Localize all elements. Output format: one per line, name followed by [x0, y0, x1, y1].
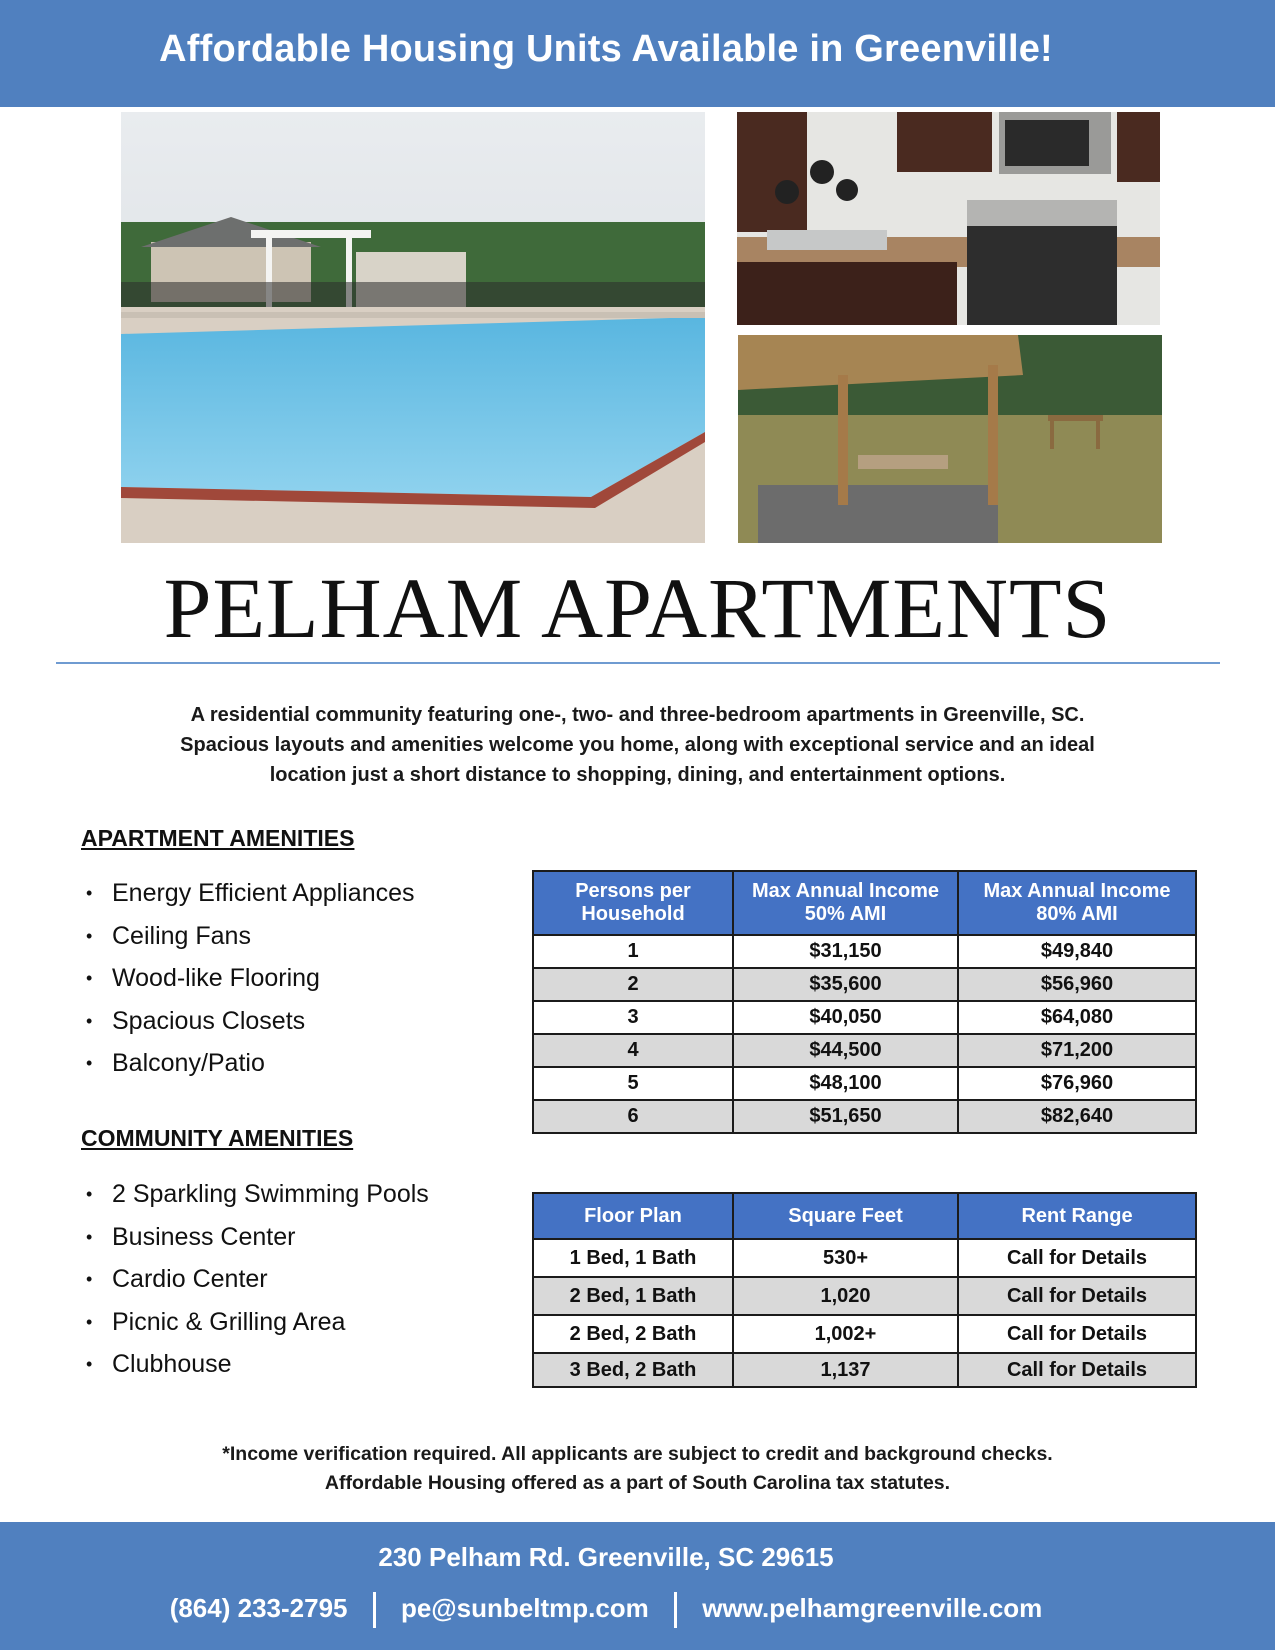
table-cell: $31,150: [733, 935, 958, 968]
divider: [373, 1592, 376, 1628]
amenity-label: Wood-like Flooring: [112, 964, 320, 992]
amenity-label: Business Center: [112, 1222, 296, 1251]
table-row: [533, 1239, 1196, 1277]
table-cell: Call for Details: [958, 1277, 1196, 1315]
table-cell: $82,640: [958, 1100, 1196, 1133]
table-cell: 5: [533, 1067, 733, 1100]
floor-plans-table: [532, 1192, 1197, 1388]
bullet-icon: •: [86, 968, 93, 988]
intro-paragraph: [100, 700, 1175, 790]
table-cell: $35,600: [733, 968, 958, 1001]
list-item: [81, 1173, 429, 1216]
list-item: [81, 1042, 415, 1085]
amenity-label: Spacious Closets: [112, 1006, 306, 1035]
apartment-amenities-heading: APARTMENT AMENITIES: [81, 825, 355, 851]
list-item: [81, 1258, 429, 1301]
table-row: [533, 968, 1196, 1001]
table-row: [533, 1034, 1196, 1067]
list-item: [81, 1000, 415, 1043]
table-header-row: [533, 1193, 1196, 1239]
column-header: Rent Range: [958, 1193, 1196, 1239]
phone-number[interactable]: (864) 233-2795: [169, 1592, 348, 1623]
amenity-label: Energy Efficient Appliances: [112, 879, 415, 907]
pool-photo: [121, 112, 705, 543]
list-item: [81, 1216, 429, 1259]
top-banner: [0, 0, 1275, 107]
amenity-label: Cardio Center: [112, 1265, 268, 1293]
intro-line: Spacious layouts and amenities welcome you home, along with exceptional service and an ideal: [180, 734, 1095, 756]
footer-address: 230 Pelham Rd. Greenville, SC 29615: [378, 1542, 834, 1572]
intro-line: location just a short distance to shopping, dining, and entertainment options.: [269, 764, 1006, 786]
table-cell: $76,960: [958, 1067, 1196, 1100]
table-cell: $40,050: [733, 1001, 958, 1034]
table-cell: 2 Bed, 2 Bath: [533, 1315, 733, 1353]
disclaimer-line: *Income verification required. All applicants are subject to credit and background checks.: [222, 1443, 1053, 1465]
table-cell: 1,020: [733, 1277, 958, 1315]
table-cell: 3: [533, 1001, 733, 1034]
bullet-icon: •: [86, 1053, 93, 1073]
footer-contacts: [0, 1592, 1212, 1628]
bullet-icon: •: [86, 925, 93, 946]
table-row: [533, 1067, 1196, 1100]
disclaimer-line: Affordable Housing offered as a part of South Carolina tax statutes.: [324, 1472, 951, 1494]
disclaimer-note: [0, 1440, 1275, 1498]
table-row: [533, 935, 1196, 968]
table-cell: $44,500: [733, 1034, 958, 1067]
amenity-label: Picnic & Grilling Area: [112, 1307, 346, 1336]
bullet-icon: •: [86, 1269, 93, 1289]
list-item: [81, 915, 415, 958]
amenity-label: 2 Sparkling Swimming Pools: [112, 1180, 429, 1208]
email-link[interactable]: pe@sunbeltmp.com: [400, 1592, 649, 1623]
bullet-icon: •: [86, 1311, 93, 1332]
table-cell: Call for Details: [958, 1353, 1196, 1387]
table-cell: 1,002+: [733, 1315, 958, 1353]
amenity-label: Ceiling Fans: [112, 921, 251, 950]
list-item: [81, 1301, 429, 1344]
table-cell: Call for Details: [958, 1315, 1196, 1353]
column-header: Floor Plan: [533, 1193, 733, 1239]
community-amenities-heading: COMMUNITY AMENITIES: [81, 1125, 354, 1151]
table-cell: 1: [533, 935, 733, 968]
table-cell: 1,137: [733, 1353, 958, 1387]
table-cell: 1 Bed, 1 Bath: [533, 1239, 733, 1277]
table-cell: $64,080: [958, 1001, 1196, 1034]
table-row: [533, 1353, 1196, 1387]
column-header: Max Annual Income 80% AMI: [958, 871, 1196, 935]
kitchen-photo: [737, 112, 1160, 325]
table-row: [533, 1100, 1196, 1133]
bullet-icon: •: [86, 1226, 93, 1247]
column-header: Persons per Household: [533, 871, 733, 935]
community-amenities-list: [81, 1173, 429, 1386]
footer: [0, 1522, 1275, 1650]
pergola-photo: [738, 335, 1162, 543]
bullet-icon: •: [86, 1184, 93, 1204]
table-cell: 2: [533, 968, 733, 1001]
table-cell: $71,200: [958, 1034, 1196, 1067]
table-row: [533, 1277, 1196, 1315]
income-limits-table: [532, 870, 1197, 1134]
table-cell: $56,960: [958, 968, 1196, 1001]
column-header: Square Feet: [733, 1193, 958, 1239]
title-divider: [56, 662, 1220, 664]
table-cell: Call for Details: [958, 1239, 1196, 1277]
divider: [674, 1592, 677, 1628]
table-cell: 6: [533, 1100, 733, 1133]
bullet-icon: •: [86, 1010, 93, 1031]
column-header: Max Annual Income 50% AMI: [733, 871, 958, 935]
table-row: [533, 1001, 1196, 1034]
table-cell: 4: [533, 1034, 733, 1067]
intro-line: A residential community featuring one-, two- and three-bedroom apartments in Greenville, SC.: [190, 704, 1085, 726]
bullet-icon: •: [86, 883, 93, 903]
table-cell: 3 Bed, 2 Bath: [533, 1353, 733, 1387]
table-cell: $49,840: [958, 935, 1196, 968]
table-cell: 2 Bed, 1 Bath: [533, 1277, 733, 1315]
list-item: [81, 872, 415, 915]
table-cell: $51,650: [733, 1100, 958, 1133]
table-cell: 530+: [733, 1239, 958, 1277]
bullet-icon: •: [86, 1354, 93, 1374]
table-row: [533, 1315, 1196, 1353]
apartment-amenities-list: [81, 872, 415, 1085]
table-header-row: [533, 871, 1196, 935]
banner-title: Affordable Housing Units Available in Greenville!: [159, 28, 1053, 70]
amenity-label: Balcony/Patio: [112, 1049, 265, 1077]
table-cell: $48,100: [733, 1067, 958, 1100]
list-item: [81, 957, 415, 1000]
page-title: PELHAM APARTMENTS: [163, 560, 1112, 656]
list-item: [81, 1343, 429, 1386]
website-link[interactable]: www.pelhamgreenville.com: [702, 1592, 1043, 1623]
amenity-label: Clubhouse: [112, 1350, 232, 1378]
